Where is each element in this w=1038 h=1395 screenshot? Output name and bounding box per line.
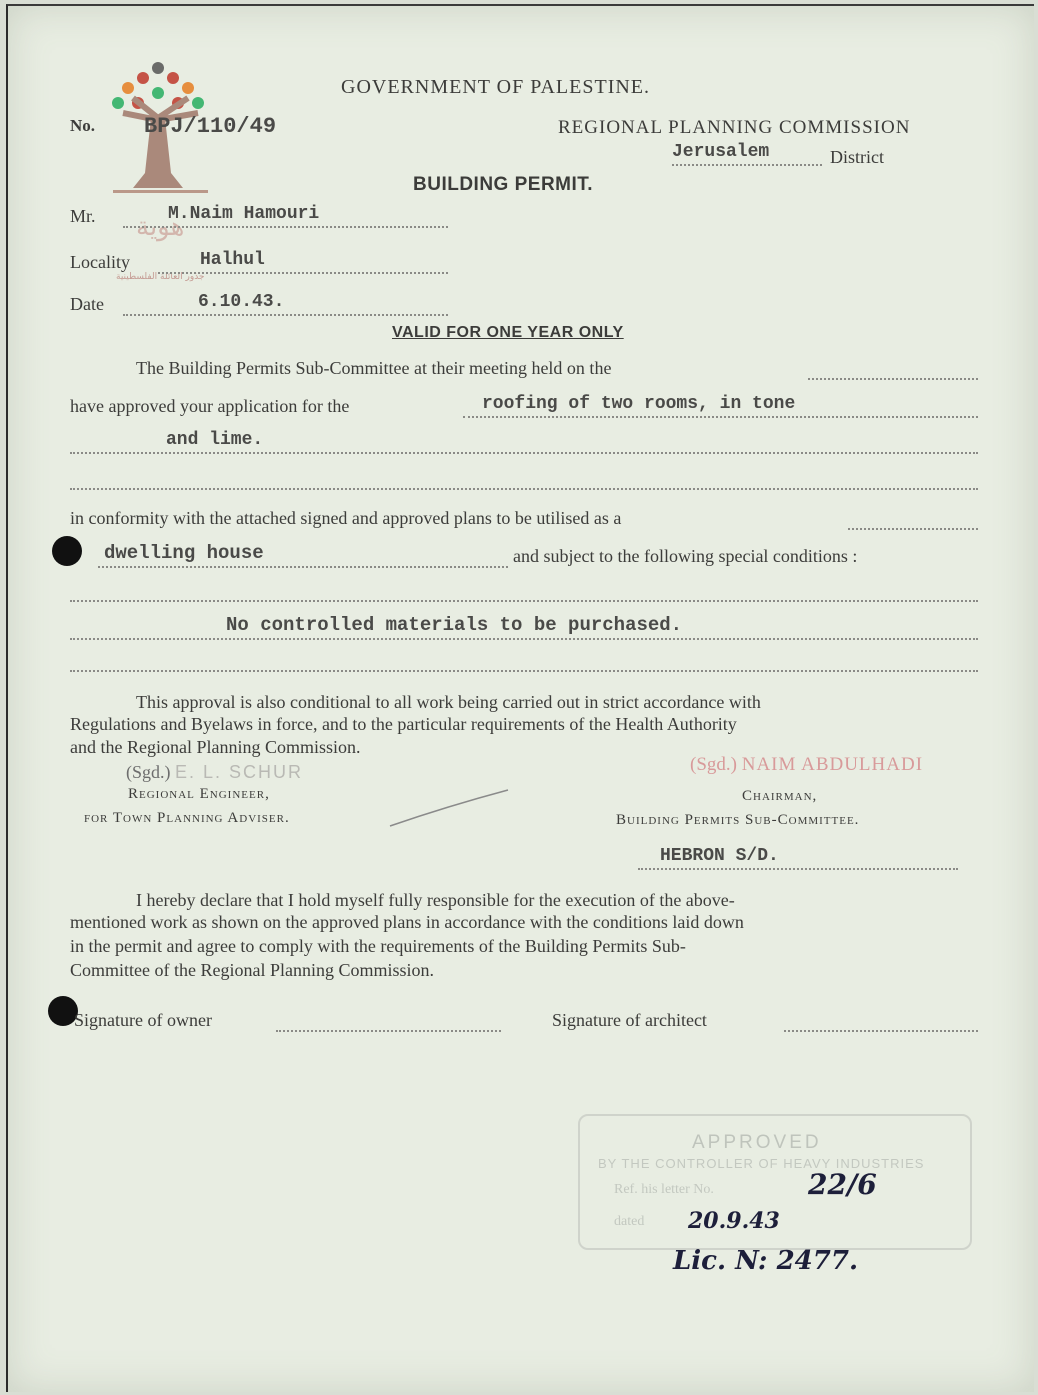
stamp-ref-label: Ref. his letter No. (614, 1182, 714, 1197)
government-heading: GOVERNMENT OF PALESTINE. (341, 76, 651, 98)
locality-label: Locality (70, 252, 130, 272)
application-description: roofing of two rooms, in tone (482, 394, 796, 414)
owner-signature-label: Signature of owner (74, 1010, 212, 1030)
punch-hole (52, 536, 82, 566)
stamp-approved: APPROVED (692, 1132, 822, 1153)
date-label: Date (70, 294, 104, 314)
declaration-line-3: in the permit and agree to comply with the requirements of the Building Permits Sub- (70, 936, 686, 956)
stamp-by-line: BY THE CONTROLLER OF HEAVY INDUSTRIES (598, 1156, 925, 1171)
watermark-arabic-caption: جذور العائلة الفلسطينية (116, 272, 205, 282)
watermark-arabic: هوية (136, 212, 185, 242)
district-value: Jerusalem (672, 142, 770, 162)
office-name: HEBRON S/D. (660, 846, 779, 866)
date-value: 6.10.43. (198, 292, 285, 312)
permit-title: BUILDING PERMIT. (413, 174, 594, 195)
chairman-title-2: Building Permits Sub-Committee. (616, 812, 860, 828)
engineer-title-2: for Town Planning Adviser. (84, 810, 290, 826)
application-description-cont: and lime. (166, 430, 264, 450)
licence-note: Lic. N: 2477. (673, 1246, 858, 1276)
applicant-name: M.Naim Hamouri (168, 204, 320, 224)
approval-line-2: Regulations and Byelaws in force, and to the particular requirements of the Health Authority (70, 714, 737, 734)
permit-document (6, 4, 1034, 1392)
special-condition: No controlled materials to be purchased. (226, 614, 683, 636)
special-conditions-label: and subject to the following special conditions : (513, 546, 858, 566)
locality-value: Halhul (200, 250, 265, 270)
permit-number-label: No. (70, 116, 96, 135)
declaration-line-1: I hereby declare that I hold myself fully responsible for the execution of the above- (136, 890, 735, 910)
conformity-line: in conformity with the attached signed and approved plans to be utilised as a (70, 508, 622, 528)
validity-notice: VALID FOR ONE YEAR ONLY (392, 324, 624, 341)
engineer-title: Regional Engineer, (128, 786, 270, 802)
stamp-dated-label: dated (614, 1214, 645, 1229)
stamp-ref-value: 22/6 (808, 1168, 877, 1201)
declaration-line-4: Committee of the Regional Planning Commission. (70, 960, 434, 980)
engineer-signature: (Sgd.) E. L. SCHUR (126, 762, 304, 782)
permit-number: BPJ/110/49 (144, 114, 277, 139)
use-type: dwelling house (104, 542, 264, 564)
architect-signature-label: Signature of architect (552, 1010, 707, 1030)
chairman-title: Chairman, (742, 788, 818, 804)
commission-heading: REGIONAL PLANNING COMMISSION (558, 117, 911, 138)
application-line-prefix: have approved your application for the (70, 396, 350, 416)
approval-line-1: This approval is also conditional to all work being carried out in strict accordance with (136, 692, 761, 712)
stamp-dated-value: 20.9.43 (688, 1208, 780, 1234)
district-label: District (830, 147, 884, 167)
approval-line-3: and the Regional Planning Commission. (70, 737, 361, 757)
mr-label: Mr. (70, 206, 96, 226)
meeting-line: The Building Permits Sub-Committee at their meeting held on the (136, 358, 612, 378)
declaration-line-2: mentioned work as shown on the approved plans in accordance with the conditions laid down (70, 912, 744, 932)
chairman-signature: (Sgd.) NAIM ABDULHADI (690, 754, 924, 775)
pen-stroke (388, 786, 513, 831)
